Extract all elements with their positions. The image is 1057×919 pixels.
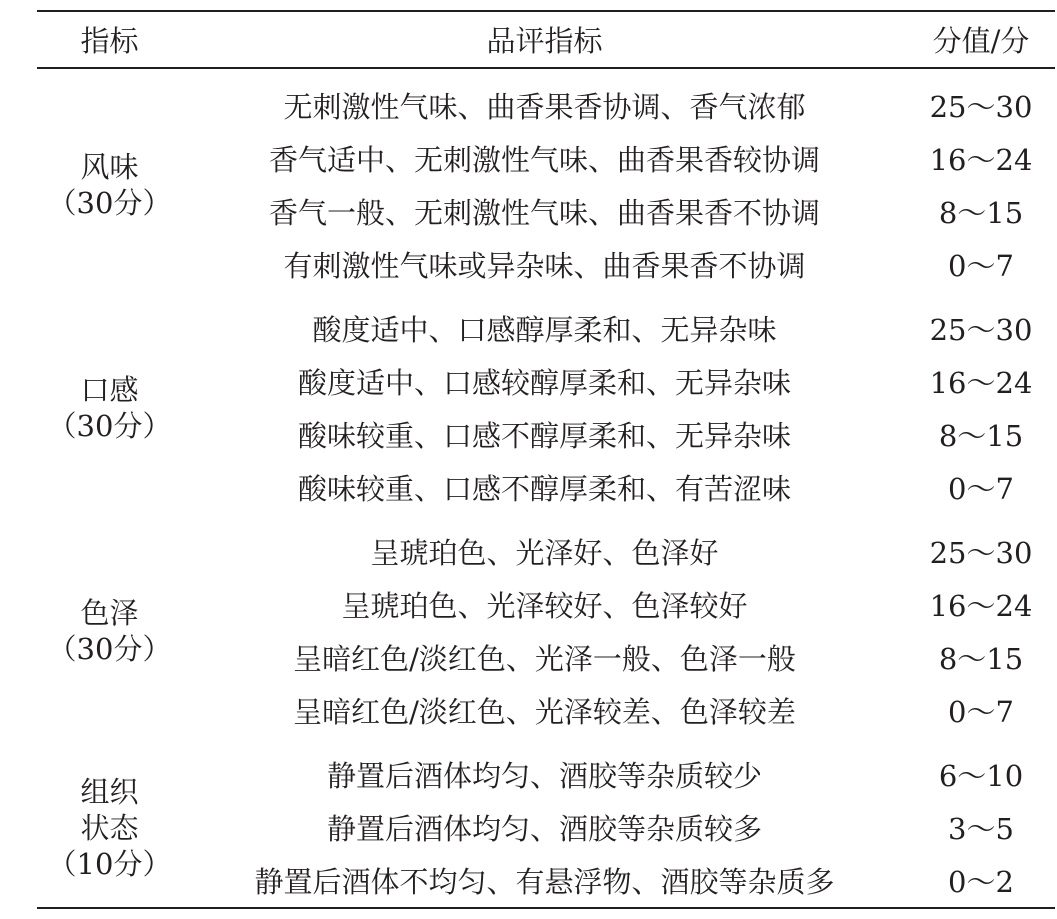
header-indicator: 指标	[80, 24, 139, 58]
criterion-cell: 香气适中、无刺激性气味、曲香果香较协调	[268, 143, 820, 177]
score-cell: 0～7	[948, 695, 1014, 729]
category-label-line: 组织	[80, 774, 139, 809]
criterion-cell: 呈暗红色/淡红色、光泽较差、色泽较差	[293, 695, 796, 729]
table-row	[37, 737, 1055, 801]
criterion-cell: 香气一般、无刺激性气味、曲香果香不协调	[268, 196, 820, 230]
criterion-cell: 酸味较重、口感不醇厚柔和、有苦涩味	[297, 472, 791, 506]
score-cell: 8～15	[938, 196, 1024, 230]
header-row	[37, 11, 1055, 68]
header-score: 分值/分	[932, 24, 1030, 58]
category-label-line: 色泽	[80, 596, 139, 630]
category-label-line: 风味	[80, 150, 139, 184]
score-cell: 25～30	[929, 536, 1033, 570]
criterion-cell: 静置后酒体均匀、酒胶等杂质较少	[326, 759, 762, 793]
criterion-cell: 酸味较重、口感不醇厚柔和、无异杂味	[297, 419, 791, 453]
category-label-line: （30分）	[47, 409, 172, 443]
table-row	[37, 854, 1055, 908]
score-cell: 0～7	[948, 472, 1014, 506]
score-cell: 0～2	[948, 865, 1014, 899]
table-row	[37, 514, 1055, 578]
criterion-cell: 静置后酒体不均匀、有悬浮物、酒胶等杂质多	[254, 865, 835, 899]
category-label-line: （30分）	[47, 186, 172, 220]
table-row	[37, 68, 1055, 132]
table-row	[37, 132, 1055, 185]
category-cell	[37, 291, 182, 514]
score-cell: 3～5	[948, 812, 1014, 846]
table-row	[37, 461, 1055, 514]
sensory-evaluation-table	[37, 10, 1055, 909]
criterion-cell: 呈暗红色/淡红色、光泽一般、色泽一般	[293, 642, 796, 676]
score-cell: 16～24	[929, 143, 1033, 177]
category-cell	[37, 514, 182, 737]
criterion-cell: 酸度适中、口感较醇厚柔和、无异杂味	[297, 366, 791, 400]
table-row	[37, 684, 1055, 737]
category-label-line: 口感	[80, 373, 139, 407]
score-cell: 25～30	[929, 90, 1033, 124]
category-label-line: 状态	[80, 810, 139, 845]
table-row	[37, 185, 1055, 238]
header-criteria: 品评指标	[486, 24, 603, 58]
table-body	[37, 68, 1055, 908]
score-cell: 8～15	[938, 642, 1024, 676]
category-label-line: （30分）	[47, 632, 172, 666]
criterion-cell: 有刺激性气味或异杂味、曲香果香不协调	[283, 249, 806, 283]
criterion-cell: 静置后酒体均匀、酒胶等杂质较多	[326, 812, 762, 846]
criterion-cell: 酸度适中、口感醇厚柔和、无异杂味	[312, 313, 777, 347]
criterion-cell: 呈琥珀色、光泽较好、色泽较好	[341, 589, 748, 623]
criterion-cell: 无刺激性气味、曲香果香协调、香气浓郁	[283, 90, 806, 124]
table-row	[37, 801, 1055, 854]
score-cell: 25～30	[929, 313, 1033, 347]
score-cell: 0～7	[948, 249, 1014, 283]
category-cell	[37, 68, 182, 291]
table-row	[37, 578, 1055, 631]
table-row	[37, 355, 1055, 408]
table-header	[37, 11, 1055, 68]
table-row	[37, 408, 1055, 461]
category-label-line: （10分）	[47, 846, 172, 881]
table-row	[37, 631, 1055, 684]
evaluation-table-container	[37, 10, 1055, 909]
score-cell: 6～10	[938, 759, 1024, 793]
table-row	[37, 238, 1055, 291]
category-cell	[37, 737, 182, 908]
score-cell: 16～24	[929, 589, 1033, 623]
score-cell: 8～15	[938, 419, 1024, 453]
table-row	[37, 291, 1055, 355]
criterion-cell: 呈琥珀色、光泽好、色泽好	[370, 536, 719, 570]
score-cell: 16～24	[929, 366, 1033, 400]
